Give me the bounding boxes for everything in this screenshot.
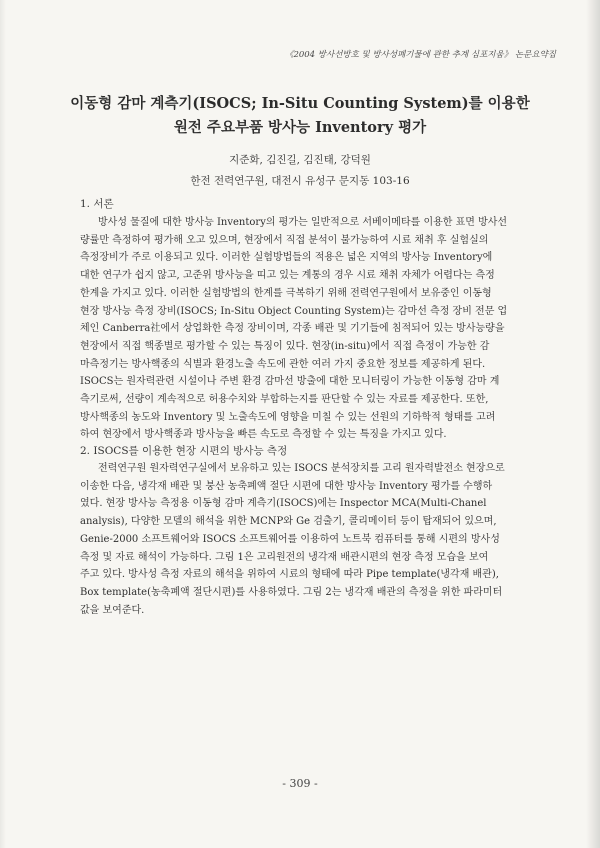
body-line: 측기로써, 선량이 계속적으로 허용수치와 부합하는지를 판단할 수 있는 자료를 제공한다. 또한,	[80, 394, 489, 406]
body-line: 체인 Canberra社에서 상업화한 측정 장비이며, 각종 배관 및 기기들에 침적되어 있는 방사능량을	[80, 323, 505, 335]
body-line: analysis), 다양한 모델의 해석을 위한 MCNP와 Ge 검출기, 콜리메이터 등이 탑재되어 있으며,	[80, 516, 497, 528]
body-line: ISOCS는 원자력관련 시설이나 주변 환경 감마선 방출에 대한 모니터링이 가능한 이동형 감마 계	[80, 376, 500, 388]
section-2-heading: 2. ISOCS를 이용한 현장 시편의 방사능 측정	[80, 445, 288, 457]
body-line: Genie-2000 소프트웨어와 ISOCS 소프트웨어를 이용하여 노트북 컴퓨터를 통해 시편의 방사성	[80, 533, 500, 545]
title-line-1: 이동형 감마 계측기(ISOCS; In-Situ Counting System)를 이용한	[70, 95, 530, 112]
body-line: 측정장비가 주로 이용되고 있다. 이러한 실험방법들의 적용은 넓은 지역의 방사능 Inventory에	[80, 252, 493, 264]
section-2-body	[80, 460, 550, 619]
body-line: 대한 연구가 쉽지 않고, 고준위 방사능을 띠고 있는 계통의 경우 시료 채취 자체가 어렵다는 측정	[80, 270, 495, 282]
body-line: 량률만 측정하여 평가해 오고 있으며, 현장에서 직접 분석이 불가능하여 시료 채취 후 실험실의	[80, 234, 489, 246]
author-affiliation: 한전 전력연구원, 대전시 유성구 문지동 103-16	[190, 175, 410, 187]
body-line: 현장에서 직접 핵종별로 평가할 수 있는 특징이 있다. 현장(in-situ)에서 직접 측정이 가능한 감	[80, 340, 490, 352]
paper-title	[60, 92, 540, 140]
body-line: 주고 있다. 방사성 측정 자료의 해석을 위하여 시료의 형태에 따라 Pipe template(냉각재 배관),	[80, 569, 499, 581]
body-line: 이송한 다음, 냉각재 배관 및 붕산 농축폐액 절단 시편에 대한 방사능 Inventory 평가를 수행하	[80, 480, 493, 492]
body-line: 였다. 현장 방사능 측정용 이동형 감마 계측기(ISOCS)에는 Inspector MCA(Multi-Chanel	[80, 498, 487, 510]
body-line: 방사성 물질에 대한 방사능 Inventory의 평가는 일반적으로 서베이메타를 이용한 표면 방사선	[98, 217, 508, 228]
title-line-2: 원전 주요부품 방사능 Inventory 평가	[173, 119, 427, 136]
scan-shadow-left	[0, 0, 6, 848]
body-line: 측정 및 자료 해석이 가능하다. 그림 1은 고리원전의 냉각재 배관시편의 현장 측정 모습을 보여	[80, 551, 489, 563]
body-line: 한계을 가지고 있다. 이러한 실험방법의 한계를 극복하기 위해 전력연구원에서 보유중인 이동형	[80, 287, 492, 299]
page-number: - 309 -	[282, 777, 318, 790]
section-1-body	[80, 214, 550, 444]
body-line: 하여 현장에서 방사핵종과 방사능을 빠른 속도로 측정할 수 있는 특징을 가지고 있다.	[80, 429, 447, 441]
running-header: 《2004 방사선방호 및 방사성폐기물에 관한 추계 심포지움》 논문요약집	[284, 50, 556, 60]
section-1-heading: 1. 서론	[80, 198, 114, 210]
body-line: 마측정기는 방사핵종의 식별과 환경노출 속도에 관한 여러 가지 중요한 정보를 제공하게 된다.	[80, 358, 486, 370]
body-line: 전력연구원 원자력연구실에서 보유하고 있는 ISOCS 분석장치를 고리 원자력발전소 현장으로	[98, 463, 505, 474]
body-line: 방사핵종의 농도와 Inventory 및 노출속도에 영향을 미칠 수 있는 선원의 기하학적 형태를 고려	[80, 411, 496, 423]
body-line: 현장 방사능 측정 장비(ISOCS; In-Situ Object Counting System)는 감마선 측정 장비 전문 업	[80, 305, 508, 317]
scan-shadow-right	[586, 0, 600, 848]
body-line: 값을 보여준다.	[80, 604, 145, 616]
body-line: Box template(농축폐액 절단시편)를 사용하였다. 그림 2는 냉각재 배관의 측정을 위한 파라미터	[80, 586, 503, 598]
author-block	[60, 150, 540, 192]
author-names: 지준화, 김진길, 김진태, 강덕원	[229, 154, 371, 166]
